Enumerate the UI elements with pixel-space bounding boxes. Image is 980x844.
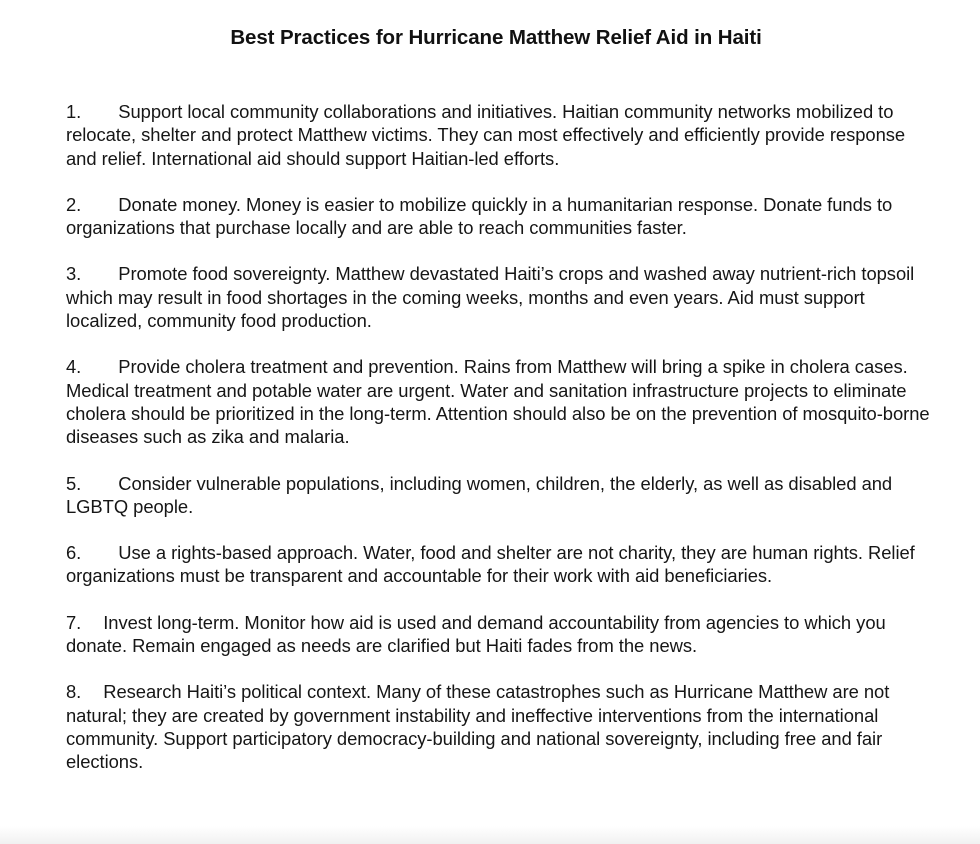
list-item bbox=[66, 193, 936, 240]
item-number: 1. bbox=[66, 101, 82, 122]
item-text: Research Haiti’s political context. Many of these catastrophes such as Hurricane Matthew are not natural; they are created by government instability and ineffective interventions from the international community. Support participatory democracy-building and national sovereignty, including free and fair elections. bbox=[66, 681, 890, 773]
list-item bbox=[66, 472, 936, 519]
list-item bbox=[66, 541, 936, 588]
item-text: Support local community collaborations and initiatives. Haitian community networks mobilized to relocate, shelter and protect Matthew victims. They can most effectively and efficiently provide response and relief. International aid should support Haitian-led efforts. bbox=[66, 101, 906, 169]
item-number: 4. bbox=[66, 356, 82, 378]
item-text: Donate money. Money is easier to mobilize quickly in a humanitarian response. Donate funds to organizations that purchase locally and are able to reach communities faster. bbox=[66, 193, 893, 239]
item-text: Provide cholera treatment and prevention. Rains from Matthew will bring a spike in cholera cases. Medical treatment and potable water are urgent. Water and sanitation infrastructure projects to eliminate cholera should be prioritized in the long-term. Attention should also be on the prevention of mosquito-borne diseases such as zika and malaria. bbox=[66, 356, 930, 448]
page-bottom-shadow bbox=[0, 826, 980, 844]
item-number: 3. bbox=[66, 263, 82, 285]
item-text: Invest long-term. Monitor how aid is used and demand accountability from agencies to which you donate. Remain engaged as needs are clarified but Haiti fades from the news. bbox=[66, 611, 886, 657]
item-number: 7. bbox=[66, 611, 82, 633]
list-item bbox=[66, 262, 936, 332]
list-item bbox=[66, 680, 936, 773]
item-text: Use a rights-based approach. Water, food and shelter are not charity, they are human rights. Relief organizations must be transparent and accountable for their work with aid beneficiaries. bbox=[66, 542, 915, 587]
best-practices-list bbox=[66, 100, 936, 797]
list-item bbox=[66, 100, 936, 170]
item-number: 5. bbox=[66, 472, 82, 494]
list-item bbox=[66, 355, 936, 448]
document-title: Best Practices for Hurricane Matthew Relief Aid in Haiti bbox=[230, 26, 762, 49]
item-number: 8. bbox=[66, 681, 82, 703]
item-number: 6. bbox=[66, 542, 82, 564]
item-text: Promote food sovereignty. Matthew devastated Haiti’s crops and washed away nutrient-rich topsoil which may result in food shortages in the coming weeks, months and even years. Aid must support localized, community food production. bbox=[66, 263, 915, 332]
list-item bbox=[66, 611, 936, 658]
item-number: 2. bbox=[66, 193, 82, 215]
item-text: Consider vulnerable populations, including women, children, the elderly, as well as disabled and LGBTQ people. bbox=[66, 472, 893, 517]
